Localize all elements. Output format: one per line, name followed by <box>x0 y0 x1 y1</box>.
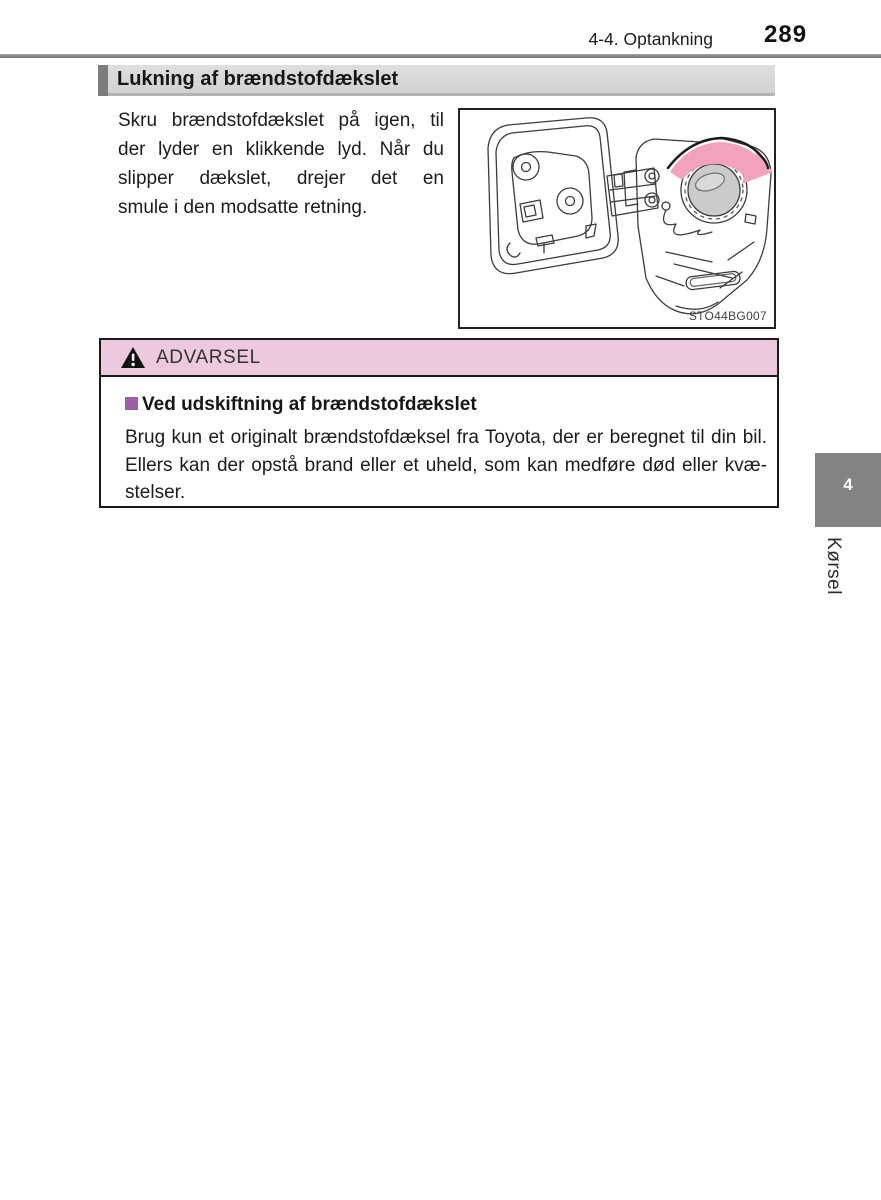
warning-line: Brug kun et originalt brændstofdæksel fra Toyota, der er beregnet til din bil. <box>125 427 767 448</box>
warning-item-title: Ved udskiftning af brændstofdækslet <box>142 394 477 415</box>
chapter-tab <box>815 453 881 527</box>
section-heading-bar <box>98 65 775 96</box>
warning-box <box>99 338 779 508</box>
figure-code: STO44BG007 <box>688 309 767 323</box>
warning-header <box>101 340 777 377</box>
section-heading-accent-tab <box>98 65 108 96</box>
header-page-number: 289 <box>764 21 808 48</box>
warning-title: ADVARSEL <box>156 346 261 368</box>
body-line: Skru brændstofdækslet på igen, til <box>118 110 444 131</box>
fuel-door-drawing <box>488 118 658 274</box>
chapter-number: 4 <box>843 475 853 494</box>
fuel-cap-figure <box>458 108 776 329</box>
section-title: Lukning af brændstofdækslet <box>117 68 399 90</box>
body-line: smule i den modsatte retning. <box>118 197 368 218</box>
warning-content <box>101 377 777 507</box>
body-line: slipper dækslet, drejer det en <box>118 168 444 189</box>
warning-item-title-row <box>125 394 767 416</box>
chapter-name: Kørsel <box>823 537 844 595</box>
fuel-cap-illustration <box>460 110 774 327</box>
warning-triangle-icon <box>120 346 146 369</box>
warning-line: stelser. <box>125 482 186 503</box>
warning-line: Ellers kan der opstå brand eller et uheld, som kan medføre død eller kvæ- <box>125 454 767 476</box>
warning-paragraph <box>125 424 767 507</box>
header-rule <box>0 54 881 58</box>
body-paragraph <box>118 106 444 222</box>
header-section-label: 4-4. Optankning <box>588 29 713 49</box>
body-line: der lyder en klikkende lyd. Når du <box>118 139 444 160</box>
square-bullet-icon <box>125 397 138 410</box>
